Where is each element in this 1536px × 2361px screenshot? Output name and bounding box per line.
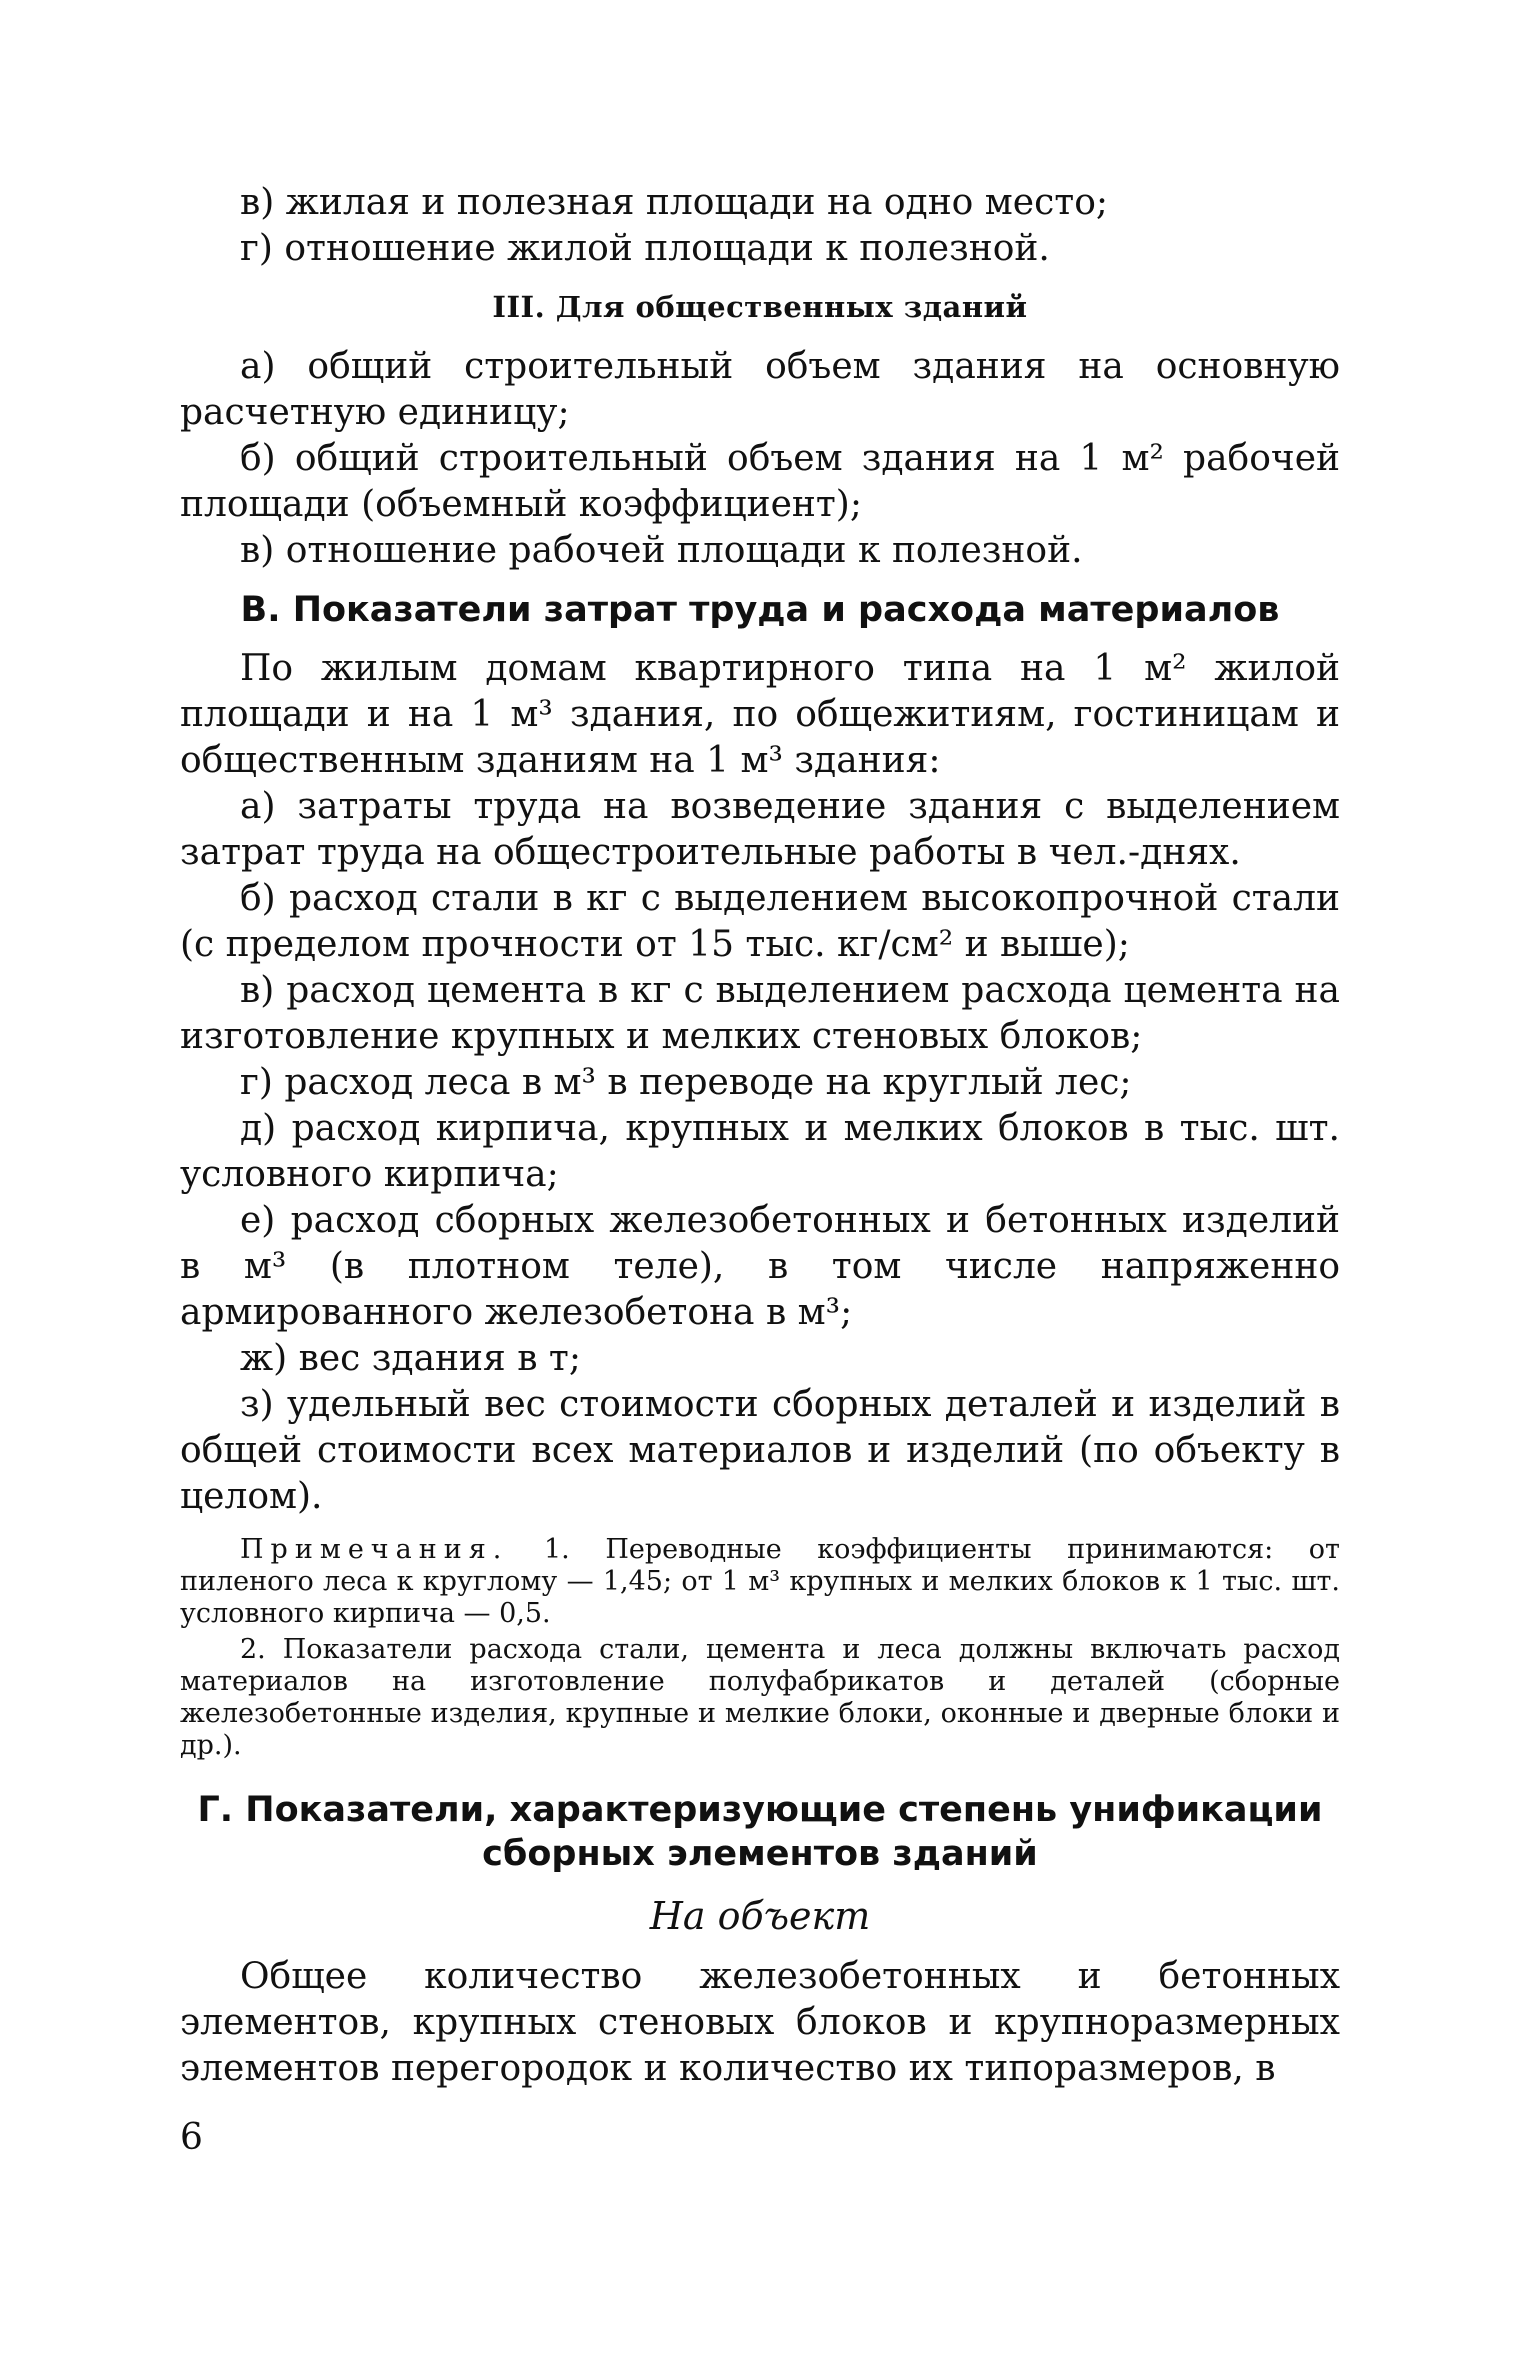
list-item: б) общий строительный объем здания на 1 м² рабочей площади (объемный коэффициент); [180, 438, 1340, 525]
notes-block [180, 1534, 1340, 1762]
list-item: б) расход стали в кг с выделением высокопрочной стали (с пределом прочности от 15 тыс. кг/см² и выше); [180, 878, 1340, 965]
list-item: ж) вес здания в т; [240, 1338, 581, 1379]
section-iii-title: III. Для общественных зданий [492, 290, 1028, 324]
section-b-intro: По жилым домам квартирного типа на 1 м² жилой площади и на 1 м³ здания, по общежитиям, гостиницам и общественным зданиям на 1 м³ здания: [180, 648, 1340, 781]
section-g-title-line2: сборных элементов зданий [482, 1834, 1038, 1874]
section-g-title-line1: Г. Показатели, характеризующие степень унификации [197, 1790, 1323, 1830]
notes-label: Примечания. [240, 1534, 509, 1565]
list-item: а) общий строительный объем здания на основную расчетную единицу; [180, 346, 1340, 433]
list-item: в) отношение рабочей площади к полезной. [240, 530, 1083, 571]
list-item: г) отношение жилой площади к полезной. [240, 228, 1050, 269]
list-item: в) жилая и полезная площади на одно место; [240, 182, 1108, 223]
note-1 [180, 1534, 1340, 1630]
list-item: а) затраты труда на возведение здания с выделением затрат труда на общестроительные работы в чел.-днях. [180, 786, 1340, 873]
note-1-text: 1. Переводные коэффициенты принимаются: от пиленого леса к круглому — 1,45; от 1 м³ крупных и мелких блоков к 1 тыс. шт. условного кирпича — 0,5. [180, 1534, 1340, 1629]
document-page [180, 180, 1340, 2092]
section-g-subtitle: На объект [649, 1894, 871, 1938]
section-g-text: Общее количество железобетонных и бетонных элементов, крупных стеновых блоков и крупноразмерных элементов перегородок и количество их типоразмеров, в [180, 1956, 1340, 2089]
section-g-title [180, 1788, 1340, 1876]
note-2: 2. Показатели расхода стали, цемента и леса должны включать расход материалов на изготовление полуфабрикатов и деталей (сборные железобетонные изделия, крупные и мелкие блоки, оконные и дверные блоки и др.). [180, 1634, 1340, 1761]
list-item: д) расход кирпича, крупных и мелких блоков в тыс. шт. условного кирпича; [180, 1108, 1340, 1195]
list-item: в) расход цемента в кг с выделением расхода цемента на изготовление крупных и мелких стеновых блоков; [180, 970, 1340, 1057]
section-b-title: В. Показатели затрат труда и расхода материалов [240, 590, 1280, 630]
list-item: з) удельный вес стоимости сборных деталей и изделий в общей стоимости всех материалов и изделий (по объекту в целом). [180, 1384, 1340, 1517]
list-item: г) расход леса в м³ в переводе на круглый лес; [240, 1062, 1132, 1103]
list-item: е) расход сборных железобетонных и бетонных изделий в м³ (в плотном теле), в том числе напряженно армированного железобетона в м³; [180, 1200, 1340, 1333]
page-number: 6 [180, 2117, 203, 2158]
